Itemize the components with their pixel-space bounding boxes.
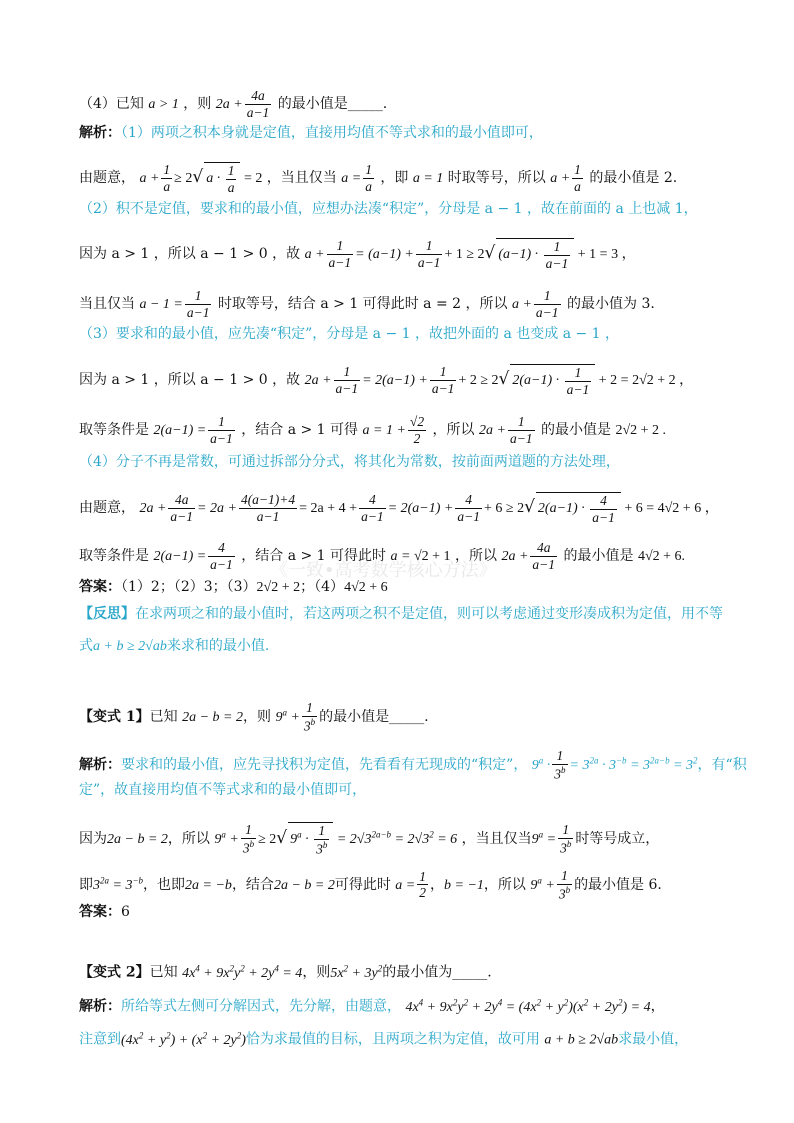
text: ，即 [380, 170, 409, 187]
text: 来求和的最小值. [166, 638, 270, 654]
solution-label: 解析： [79, 125, 121, 141]
text: ，则 [242, 708, 271, 725]
variant-2-label: 【变式 2】 [79, 964, 150, 981]
text: ，有“积 [697, 756, 747, 773]
text: ，则 [302, 964, 331, 981]
question-4: （4）已知 a > 1 ，则 2a + $\frac{4a}{a-1}$ 的最小值是_____. [79, 88, 388, 120]
text: ，结合 a > 1 可得此时 [241, 548, 387, 565]
reflection-line-2: 式a + b ≥ 2√ab来求和的最小值. [79, 638, 270, 654]
text: 已知 [149, 964, 178, 981]
solution-2-line-2: 当且仅当 a − 1 = $\frac{1}{a-1}$ 时取等号，结合 a > 1 可得此时 a = 2 ，所以 a + $\frac{1}{a-1}$ 的最小值为 3. [79, 288, 655, 320]
solution-3-line-1: 因为 a > 1 ，所以 a − 1 > 0 ，故 2a + $\frac{1}{a-1}$ = 2(a−1) + $\frac{1}{a-1}$ + 2 ≥ 2√ 2(a−1) · $\frac{1}{a-1}$ + 2 = 2√2 + 2 ， [79, 364, 694, 397]
solution-1-hint [79, 126, 543, 140]
reflection-label: 【反思】 [79, 606, 135, 622]
text: 时等号成立， [575, 830, 660, 847]
solution-2-line-1: 因为 a > 1 ，所以 a − 1 > 0 ，故 a + $\frac{1}{a-1}$ = (a−1) + $\frac{1}{a-1}$ + 1 ≥ 2√ (a−1) · $\frac{1}{a-1}$ + 1 = 3 ， [79, 238, 636, 271]
text: ，所以 [483, 876, 526, 893]
text: （1）2；（2）3；（3） [121, 579, 257, 595]
answer-value: 6 [121, 904, 130, 920]
text: 的最小值是 [541, 422, 612, 439]
question-prefix: （4）已知 [79, 96, 144, 113]
variant-1-question: 【变式 1】已知 2a − b = 2，则 $9^a$ + $\frac{1}{3^b}$ 的最小值是_____. [79, 700, 429, 734]
hint-text: （1）两项之积本身就是定值，直接用均值不等式求和的最小值即可， [121, 125, 543, 141]
variant-1-answer [79, 905, 130, 919]
variant-1-solution-4: 即$3^{2a} = 3^{-b}$，也即2a = −b，结合2a − b = 2可得此时 a = $\frac{1}{2}$ ，b = −1，所以 $9^a$ + $\frac{1}{3^b}$ 的最小值是 6. [79, 868, 662, 902]
solution-label: 解析： [79, 756, 121, 773]
answer-label: 答案： [79, 904, 121, 920]
text: 求最小值， [618, 1031, 689, 1048]
variant-2-solution-1: 解析：所给等式左侧可分解因式，先分解，由题意， $4x^4 + 9x^2y^2 + 2y^4 = (4x^2 + y^2)(x^2 + 2y^2) = 4$， [79, 997, 665, 1015]
text: 恰为求最值的目标，且两项之积为定值，故可用 [245, 1031, 540, 1048]
text: ，当且仅当 [266, 170, 337, 187]
answer-label: 答案： [79, 579, 121, 595]
variant-1-solution-3: 因为2a − b = 2，所以 $9^a$ + $\frac{1}{3^b}$ ≥ 2√ $9^a$ · $\frac{1}{3^b}$ = $2√3^{2a-b} = 2√3^2 = 6$ ，当且仅当$9^a$ = $\frac{1}{3^b}$ 时等号成立， [79, 822, 660, 857]
variant-2-question: 【变式 2】已知 $4x^4 + 9x^2y^2 + 2y^4 = 4$，则$5x^2 + 3y^2$的最小值为_____. [79, 963, 492, 981]
solution-1-line: 由题意， a + $\frac{1}{a}$ ≥ 2√ a · $\frac{1}{a}$ = 2 ，当且仅当 a = $\frac{1}{a}$ ，即 a = 1 时取等号，所以 a + $\frac{1}{a}$ 的最小值是 2. [79, 162, 678, 195]
text: ，当且仅当 [461, 830, 532, 847]
solution-4-line-1: 由题意， 2a + $\frac{4a}{a-1}$ = 2a + $\frac{4(a-1)+4}{a-1}$ = 2a + 4 + $\frac{4}{a-1}$ = 2(a−1) + $\frac{4}{a-1}$ + 6 ≥ 2√ 2(a−1) · $\frac{4}{a-1}$ + 6 = 4√2 + 6 ， [79, 492, 719, 525]
text: 因为 a > 1 ，所以 a − 1 > 0 ，故 [79, 246, 301, 263]
text: ，结合 a > 1 可得 [241, 422, 359, 439]
text: 的最小值为_____. [382, 964, 492, 981]
condition: a > 1 [148, 97, 179, 113]
solution-3-hint: （3）要求和的最小值，应先凑“积定”，分母是 a − 1 ，故把外面的 a 也变成 a − 1 ， [79, 326, 620, 342]
text: ，所以 [432, 422, 475, 439]
text: 取等条件是 [79, 422, 149, 439]
text: 可得此时 [334, 876, 391, 893]
reflection [79, 607, 723, 621]
variant-1-solution-1: 解析：要求和的最小值，应先寻找积为定值，先看看有无现成的“积定”， $9^a$ · $\frac{1}{3^b}$ = $3^{2a} \cdot 3^{-b} = 3^{2a-b} = 3^2$，有“积 [79, 748, 747, 782]
text: ，所以 [167, 830, 210, 847]
variant-1-solution-2: 定”，故直接用均值不等式求和的最小值即可， [79, 782, 367, 798]
text: 的最小值是 2. [589, 170, 678, 187]
text: 时取等号，所以 [447, 170, 546, 187]
text: ， [430, 876, 444, 893]
question-mid: ，则 [183, 96, 212, 113]
variant-1-label: 【变式 1】 [79, 708, 150, 725]
text: 式 [79, 638, 93, 654]
variant-2-solution-2: 注意到$(4x^2 + y^2) + (x^2 + 2y^2)$恰为求最值的目标，且两项之积为定值，故可用 a + b ≥ 2√ab求最小值， [79, 1030, 689, 1048]
solution-label: 解析： [79, 998, 121, 1015]
solution-2-hint: （2）积不是定值，要求和的最小值，应想办法凑“积定”，分母是 a − 1 ，故在前面的 a 上也减 1， [79, 201, 698, 217]
text: 取等条件是 [79, 548, 149, 565]
text: 的最小值是 [563, 548, 634, 565]
text: 要求和的最小值，应先寻找积为定值，先看看有无现成的“积定”， [121, 756, 528, 773]
solution-4-hint: （4）分子不再是常数，可通过拆部分分式，将其化为常数，按前面两道题的方法处理， [79, 454, 620, 470]
text: 的最小值是 6. [574, 876, 662, 893]
text: ；（4） [300, 579, 345, 595]
text: 由题意， [79, 170, 135, 187]
text: ，所以 [455, 548, 497, 565]
solution-4-line-2: 取等条件是 2(a−1) = $\frac{4}{a-1}$ ，结合 a > 1 可得此时 a = √2 + 1 ，所以 2a + $\frac{4a}{a-1}$ 的最小值是 4√2 + 6. [79, 540, 686, 572]
watermark: 《一致•高考数学核心方法》 [270, 560, 497, 581]
question-suffix: 的最小值是_____. [277, 96, 388, 113]
text: 注意到 [79, 1031, 121, 1048]
text: 因为 a > 1 ，所以 a − 1 > 0 ，故 [79, 372, 301, 389]
text: 已知 [149, 708, 178, 725]
text: 的最小值为 3. [567, 296, 655, 313]
solution-3-line-2: 取等条件是 2(a−1) = $\frac{1}{a-1}$ ，结合 a > 1 可得 a = 1 + $\frac{√2}{2}$ ，所以 2a + $\frac{1}{a-1}$ 的最小值是 2√2 + 2 . [79, 414, 667, 446]
fraction: $\frac{4a}{a-1}$ [246, 88, 270, 120]
text: 所给等式左侧可分解因式，先分解，由题意， [121, 998, 401, 1015]
text: ，也即 [143, 876, 186, 893]
text: 时取等号，结合 a > 1 可得此时 a = 2 ，所以 [217, 296, 508, 313]
text: 的最小值是_____. [319, 708, 429, 725]
text: 即 [79, 876, 93, 893]
text: 在求两项之和的最小值时，若这两项之积不是定值，则可以考虑通过变形凑成积为定值，用不等 [135, 606, 723, 622]
text: 因为 [79, 830, 107, 847]
text: 由题意， [79, 500, 135, 517]
answer-line: 答案：（1）2；（2）3；（3）2√2 + 2；（4）4√2 + 6 [79, 579, 388, 595]
math: a = 1 [412, 171, 444, 187]
text: 当且仅当 [79, 296, 135, 313]
text: ，结合 [231, 876, 274, 893]
